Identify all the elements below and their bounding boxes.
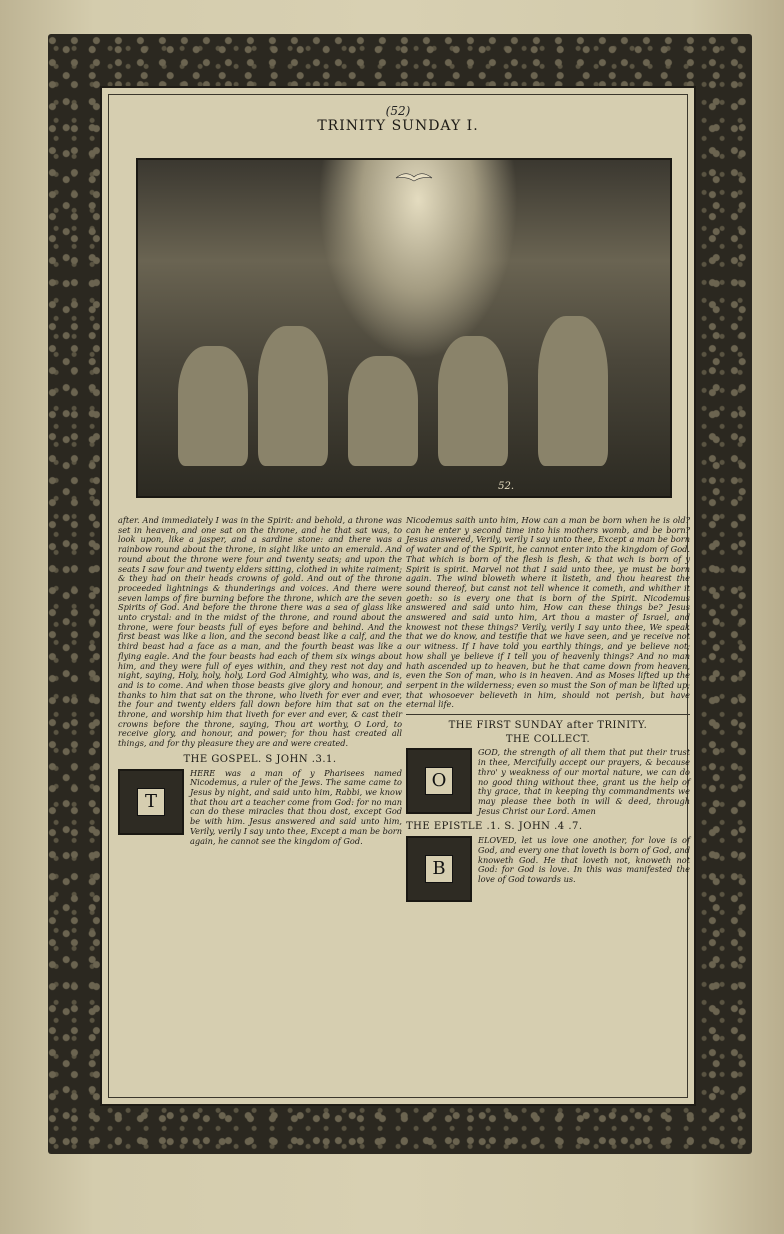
epistle-continued: after. And immediately I was in the Spirit: and behold, a throne was set in heaven, and one sat on the throne, and he that sat was, to look upon, like a jasper, and a sardine stone: and there was a rainbow round about the throne, in sight like unto an emerald. And round about the throne were four and twenty seats; and upon the seats I saw four and twenty elders sitting, clothed in white raiment; & they had on their heads crowns of gold. And out of the throne proceeded lightnings & thunderings and voices. And there were seven lamps of fire burning before the throne, which are the seven Spirits of God. And before the throne there was a sea of glass like unto crystal: and in the midst of the throne, and round about the throne, were four beasts full of eyes before and behind. And the first beast was like a lion, and the second beast like a calf, and the third beast had a face as a man, and the fourth beast was like a flying eagle. And the four beasts had each of them six wings about him, and they were full of eyes within, and they rest not day and night, saying, Holy, holy, holy, Lord God Almighty, who was, and is, and is to come. And when those beasts give glory and honour, and thanks to him that sat on the throne, who liveth for ever and ever, the four and twenty elders fall down before him that sat on the throne, and worship him that liveth for ever and ever, & cast their crowns before the throne, saying, Thou art worthy, O Lord, to receive glory, and honour, and power; for thou hast created all things, and for thy pleasure they are and were created. [118,515,402,749]
dropcap-ornament [406,836,472,902]
dove-icon [394,168,434,188]
dropcap-ornament [406,748,472,814]
page-number: (52) [385,104,411,118]
divine-light [318,160,518,360]
collect-text: GOD, the strength of all them that put their trust in thee, Mercifully accept our prayers, & because thro' y weakness of our mortal nature, we can do no good thing without thee, grant us the help of thy grace, that in keeping thy commandments we may please thee both in will & deed, through Jesus Christ our Lord. Amen [478,747,690,816]
dropcap-ornament [118,769,184,835]
collect-heading: THE COLLECT. [505,733,591,745]
figure [258,326,328,466]
gospel-heading: THE GOSPEL. S JOHN .3.1. [183,753,337,765]
text-panel [100,86,696,1106]
dropcap-letter: B [425,855,453,883]
engraving-plate [136,158,672,498]
figure [438,336,508,466]
figure-left [178,346,248,466]
plate-number: 52. [498,481,514,492]
dropcap-letter: O [425,767,453,795]
left-column [118,516,402,846]
divider [406,714,690,715]
sunday-heading: THE FIRST SUNDAY after TRINITY. [448,720,648,732]
right-column [406,516,690,904]
epistle-heading: THE EPISTLE .1. S. JOHN .4 .7. [406,821,583,833]
gospel-continued: Nicodemus saith unto him, How can a man be born when he is old? can he enter y second time into his mothers womb, and be born? Jesus answered, Verily, verily I say unto thee, Except a man be born of water and of the Spirit, he cannot enter into the kingdom of God. That which is born of the flesh is flesh, & that wch is born of y Spirit is spirit. Marvel not that I said unto thee, ye must be born again. The wind bloweth where it listeth, and thou hearest the sound thereof, but canst not tell whence it cometh, and whither it goeth: so is every one that is born of the Spirit. Nicodemus answered and said unto him, How can these things be? Jesus answered and said unto him, Art thou a master of Israel, and knowest not these things? Verily, verily I say unto thee, We speak that we do know, and testifie that we have seen, and ye receive not our witness. If I have told you earthly things, and ye believe not; how shall ye believe if I tell you of heavenly things? And no man hath ascended up to heaven, but he that came down from heaven, even the Son of man, who is in heaven. And as Moses lifted up the serpent in the wilderness; even so must the Son of man be lifted up; that whosoever believeth in him, should not perish, but have eternal life. [406,515,690,710]
figure-right [538,316,608,466]
dropcap-letter: T [137,788,165,816]
page-title: TRINITY SUNDAY I. [317,118,479,134]
figure [348,356,418,466]
epistle-text: ELOVED, let us love one another, for love is of God, and every one that loveth is born of God, and knoweth God. He that loveth not, knoweth not God: for God is love. In this was manifested the love of God towards us. [478,835,690,884]
gospel-text: HERE was a man of y Pharisees named Nicodemus, a ruler of the Jews. The same came to Jesus by night, and said unto him, Rabbi, we know that thou art a teacher come from God: for no man can do these miracles that thou dost, except God be with him. Jesus answered and said unto him, Verily, verily I say unto thee, Except a man be born again, he cannot see the kingdom of God. [190,767,402,846]
